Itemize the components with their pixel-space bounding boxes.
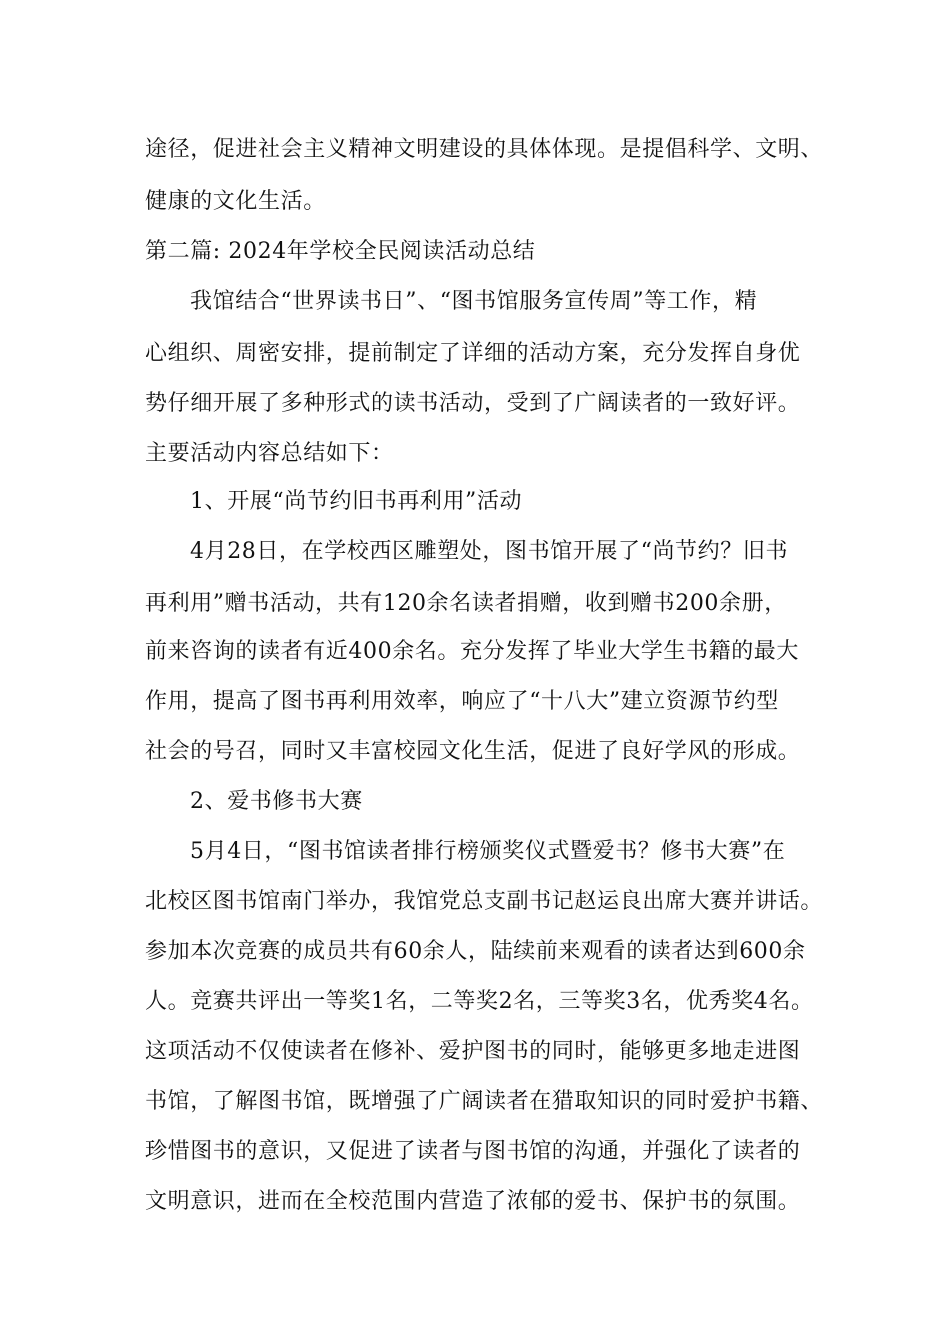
text-line: 势仔细开展了多种形式的读书活动，受到了广阔读者的一致好评。 — [145, 391, 801, 416]
subsection-heading: 1、开展“尚节约旧书再利用”活动 — [190, 489, 523, 514]
text-line: 健康的文化生活。 — [145, 189, 326, 214]
text-line: 社会的号召，同时又丰富校园文化生活，促进了良好学风的形成。 — [145, 739, 801, 764]
paragraph-start-line: 4月28日，在学校西区雕塑处，图书馆开展了“尚节约？旧书 — [190, 539, 789, 564]
text-line: 人。竞赛共评出一等奖1名，二等奖2名，三等奖3名，优秀奖4名。 — [145, 989, 814, 1014]
subsection-heading: 2、爱书修书大赛 — [190, 789, 363, 814]
text-line: 途径，促进社会主义精神文明建设的具体体现。是提倡科学、文明、 — [145, 137, 824, 162]
text-line: 心组织、周密安排，提前制定了详细的活动方案，充分发挥自身优 — [145, 341, 801, 366]
text-line: 主要活动内容总结如下： — [145, 441, 394, 466]
section-heading: 第二篇: 2024年学校全民阅读活动总结 — [145, 239, 536, 264]
text-line: 珍惜图书的意识，又促进了读者与图书馆的沟通，并强化了读者的 — [145, 1139, 801, 1164]
text-line: 书馆，了解图书馆，既增强了广阔读者在猎取知识的同时爱护书籍、 — [145, 1089, 824, 1114]
text-line: 再利用”赠书活动，共有120余名读者捐赠，收到赠书200余册， — [145, 591, 787, 616]
text-line: 参加本次竞赛的成员共有60余人，陆续前来观看的读者达到600余 — [145, 939, 806, 964]
paragraph-start-line: 我馆结合“世界读书日”、“图书馆服务宣传周”等工作，精 — [190, 289, 758, 314]
text-line: 前来咨询的读者有近400余名。充分发挥了毕业大学生书籍的最大 — [145, 639, 799, 664]
text-line: 北校区图书馆南门举办，我馆党总支副书记赵运良出席大赛并讲话。 — [145, 889, 824, 914]
paragraph-start-line: 5月4日，“图书馆读者排行榜颁奖仪式暨爱书？修书大赛”在 — [190, 839, 786, 864]
text-line: 文明意识，进而在全校范围内营造了浓郁的爱书、保护书的氛围。 — [145, 1189, 801, 1214]
text-line: 这项活动不仅使读者在修补、爱护图书的同时，能够更多地走进图 — [145, 1039, 801, 1064]
text-line: 作用，提高了图书再利用效率，响应了“十八大”建立资源节约型 — [145, 689, 779, 714]
